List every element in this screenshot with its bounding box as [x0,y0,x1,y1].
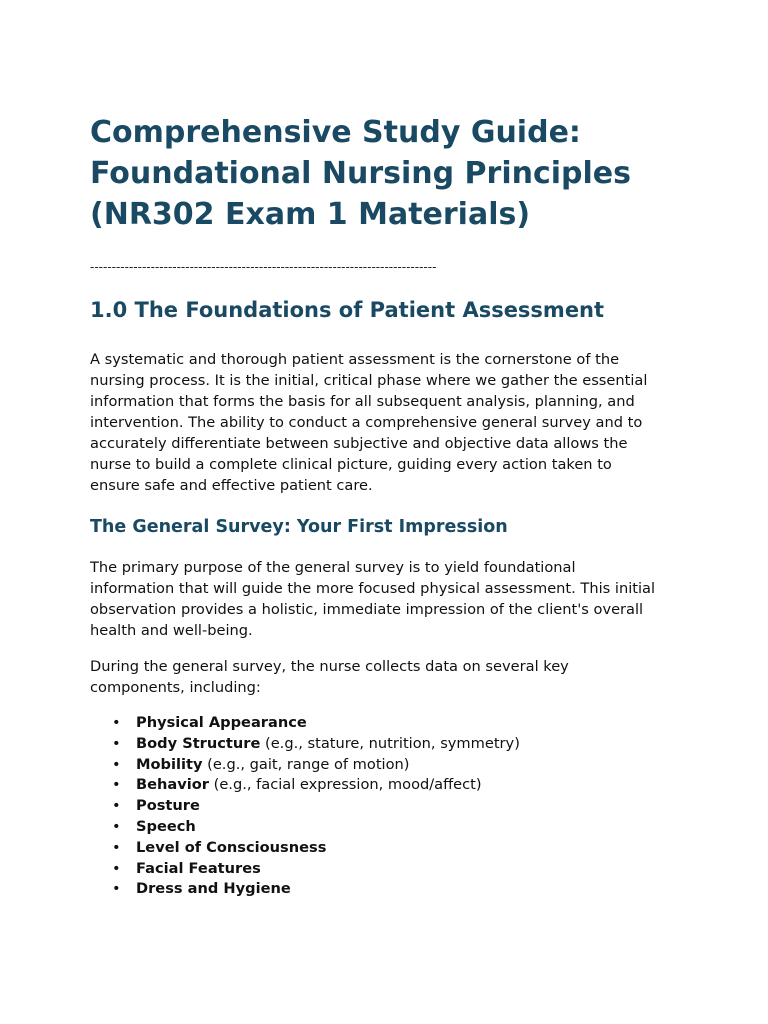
list-item [90,734,520,755]
bullet-icon: • [112,776,121,794]
component-term: Level of Consciousness [136,838,327,856]
paragraph-line: A systematic and thorough patient assessment is the cornerstone of the [90,351,620,368]
sub-heading: The General Survey: Your First Impression [90,517,508,537]
component-term: Physical Appearance [136,714,307,731]
intro-paragraph [90,349,647,496]
paragraph-line: The primary purpose of the general survey is to yield foundational [90,559,576,576]
document-title [90,112,690,235]
section-heading: 1.0 The Foundations of Patient Assessment [90,298,605,322]
component-term: Mobility [136,755,203,773]
component-detail: (e.g., gait, range of motion) [202,755,410,773]
paragraph-line: accurately differentiate between subjective and objective data allows the [90,435,628,452]
bullet-icon: • [112,714,121,731]
paragraph-line: information that will guide the more focused physical assessment. This initial [90,580,656,597]
list-item [90,755,520,776]
bullet-icon: • [112,797,121,815]
bullet-icon: • [112,734,121,752]
component-term: Facial Features [136,859,261,877]
list-item [90,838,520,859]
components-list [90,713,520,900]
document-title-line: Foundational Nursing Principles [90,156,632,191]
document-title-line: Comprehensive Study Guide: [90,115,581,150]
list-item [90,775,520,796]
bullet-icon: • [112,755,121,773]
document-page [90,112,690,898]
component-term: Posture [136,797,200,815]
component-term: Behavior [136,776,209,794]
paragraph-line: information that forms the basis for all subsequent analysis, planning, and [90,393,635,410]
component-detail: (e.g., stature, nutrition, symmetry) [260,734,520,752]
paragraph-line: nurse to build a complete clinical picture, guiding every action taken to [90,456,612,473]
list-item [90,796,520,817]
bullet-icon: • [112,859,121,877]
bullet-icon: • [112,838,121,856]
list-item [90,713,520,734]
component-term: Body Structure [136,734,261,752]
paragraph-line: components, including: [90,679,261,696]
bullet-icon: • [112,817,121,835]
component-term: Dress and Hygiene [136,880,291,898]
document-title-line: (NR302 Exam 1 Materials) [90,197,531,232]
paragraph-line: observation provides a holistic, immediate impression of the client's overall [90,601,644,618]
paragraph-line: health and well-being. [90,622,253,639]
paragraph-line: nursing process. It is the initial, critical phase where we gather the essential [90,372,648,389]
components-intro-paragraph [90,656,569,698]
component-detail: (e.g., facial expression, mood/affect) [209,776,482,794]
horizontal-divider: -------------------------------------------------------------------------------- [90,260,437,274]
list-item [90,817,520,838]
paragraph-line: During the general survey, the nurse collects data on several key [90,658,569,675]
list-item [90,879,520,900]
purpose-paragraph [90,557,655,641]
component-term: Speech [136,817,196,835]
bullet-icon: • [112,880,121,898]
list-item [90,859,520,880]
paragraph-line: ensure safe and effective patient care. [90,477,373,494]
paragraph-line: intervention. The ability to conduct a comprehensive general survey and to [90,414,643,431]
